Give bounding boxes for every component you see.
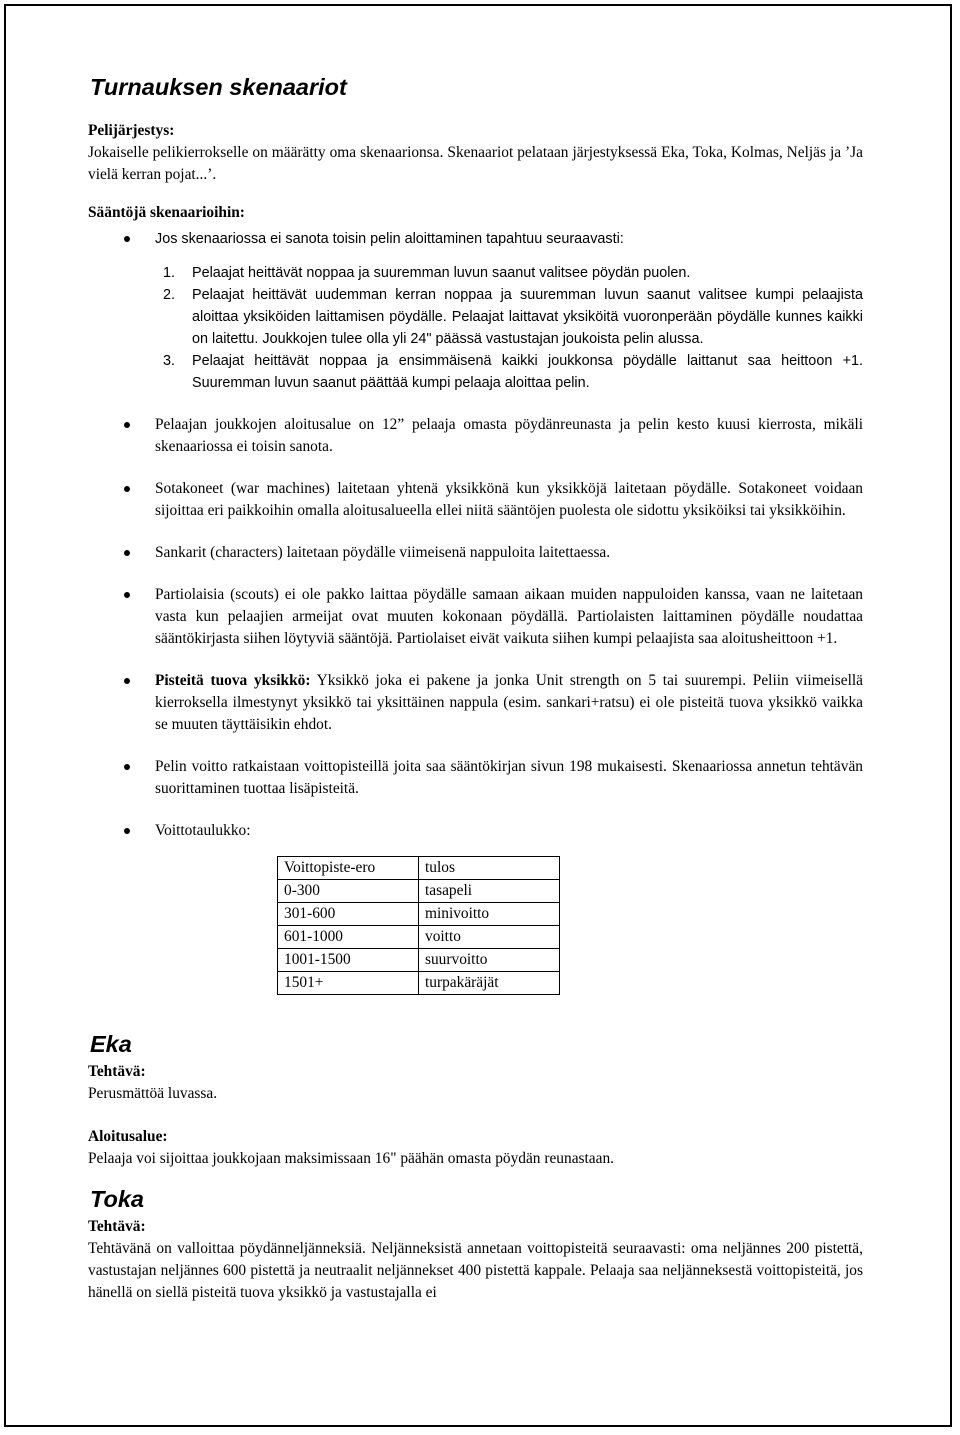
eka-deploy-text: Pelaaja voi sijoittaa joukkojaan maksimissaan 16" päähän omasta pöydän reunastaan. bbox=[88, 1150, 614, 1167]
play-order-section bbox=[88, 120, 863, 186]
step-number: 2. bbox=[163, 287, 176, 303]
rule-start-procedure bbox=[88, 228, 863, 250]
play-order-text: Jokaiselle pelikierrokselle on määrätty oma skenaarionsa. Skenaariot pelataan järjestyksessä Eka, Toka, Kolmas, Neljäs ja ’Ja vielä kerran pojat...’. bbox=[88, 144, 863, 183]
play-order-heading: Pelijärjestys: bbox=[88, 122, 175, 139]
victory-table-cell: turpakäräjät bbox=[419, 972, 560, 995]
victory-table-cell: 1001-1500 bbox=[278, 949, 419, 972]
bullet-icon bbox=[124, 592, 130, 598]
rules-bullets bbox=[88, 414, 863, 995]
victory-table-row bbox=[278, 903, 560, 926]
step-number: 1. bbox=[163, 265, 176, 281]
rule-characters bbox=[88, 542, 863, 564]
victory-table-row bbox=[278, 972, 560, 995]
victory-table-cell: 301-600 bbox=[278, 903, 419, 926]
rules-list bbox=[88, 228, 863, 250]
rule-victory-points bbox=[88, 756, 863, 800]
victory-table-header-row bbox=[278, 857, 560, 880]
victory-table bbox=[277, 856, 560, 995]
victory-table-row bbox=[278, 949, 560, 972]
victory-table-row bbox=[278, 880, 560, 903]
step-number: 3. bbox=[163, 353, 176, 369]
start-step bbox=[88, 284, 863, 350]
eka-title: Eka bbox=[90, 1031, 132, 1057]
document-page bbox=[88, 72, 863, 1304]
step-text: Pelaajat heittävät noppaa ja suuremman luvun saanut valitsee pöydän puolen. bbox=[192, 265, 691, 281]
toka-task-heading: Tehtävä: bbox=[88, 1218, 146, 1235]
step-text: Pelaajat heittävät uudemman kerran noppaa ja suuremman luvun saanut valitsee kumpi pelaajista aloittaa yksiköiden laittamisen pöydälle. Pelaajat laittavat yksiköitä vuoronperään pöydälle kunnes kaikki on laitettu. Joukkojen tulee olla yli 24" päässä vastustajan joukoista pelin alussa. bbox=[192, 287, 863, 347]
victory-table-cell: tulos bbox=[419, 857, 560, 880]
bullet-icon bbox=[124, 828, 130, 834]
victory-table-cell: voitto bbox=[419, 926, 560, 949]
bullet-icon bbox=[124, 236, 130, 242]
rule-text: Sotakoneet (war machines) laitetaan yhtenä yksikkönä kun yksikköjä laitetaan pöydälle. Sotakoneet voidaan sijoittaa eri paikkoihin omalla aloitusalueella ellei niitä sääntöjen puolesta ole sidottu yksiköiksi tai yksikköihin. bbox=[155, 480, 863, 519]
rule-scoring-unit bbox=[88, 670, 863, 736]
victory-table-cell: suurvoitto bbox=[419, 949, 560, 972]
start-step bbox=[88, 262, 863, 284]
rules-section bbox=[88, 202, 863, 995]
bullet-icon bbox=[124, 678, 130, 684]
start-steps-list bbox=[88, 262, 863, 394]
bullet-icon bbox=[124, 550, 130, 556]
bullet-icon bbox=[124, 422, 130, 428]
rule-text: Yksikkö joka ei pakene ja jonka Unit strength on 5 tai suurempi. Peliin viimeisellä kierroksella ilmestynyt yksikkö tai yksittäinen nappula (esim. sankari+ratsu) ei ole pisteitä tuova yksikkö vaikka se muuten täyttäisikin ehdot. bbox=[155, 672, 863, 733]
rule-victory-table bbox=[88, 820, 863, 995]
scoring-unit-label: Pisteitä tuova yksikkö: bbox=[155, 672, 311, 689]
bullet-icon bbox=[124, 486, 130, 492]
toka-section bbox=[88, 1184, 863, 1304]
victory-table-row bbox=[278, 926, 560, 949]
eka-task-heading: Tehtävä: bbox=[88, 1063, 146, 1080]
toka-task-text: Tehtävänä on valloittaa pöydänneljänneksiä. Neljänneksistä annetaan voittopisteitä seuraavasti: oma neljännes 200 pistettä, vastustajan neljännes 600 pistettä ja neutraalit neljännekset 400 pistettä kappale. Pelaaja saa neljänneksestä voittopisteitä, jos hänellä on siellä pisteitä tuova yksikkö ja vastustajalla ei bbox=[88, 1240, 863, 1301]
rule-scouts bbox=[88, 584, 863, 650]
victory-table-cell: tasapeli bbox=[419, 880, 560, 903]
rule-text: Partiolaisia (scouts) ei ole pakko laittaa pöydälle samaan aikaan muiden nappuloiden kanssa, vaan ne laitetaan vasta kun pelaajien armeijat ovat muuten kokonaan pöydällä. Partiolaisten laittaminen pöydälle noudattaa sääntökirjasta siihen löytyviä sääntöjä. Partiolaiset eivät vaikuta siihen kumpi pelaajista saa aloitusheittoon +1. bbox=[155, 586, 863, 647]
victory-table-cell: Voittopiste-ero bbox=[278, 857, 419, 880]
eka-task-text: Perusmättöä luvassa. bbox=[88, 1085, 218, 1102]
start-step bbox=[88, 350, 863, 394]
victory-table-cell: 601-1000 bbox=[278, 926, 419, 949]
victory-table-cell: minivoitto bbox=[419, 903, 560, 926]
victory-table-cell: 0-300 bbox=[278, 880, 419, 903]
bullet-icon bbox=[124, 764, 130, 770]
eka-section bbox=[88, 1029, 863, 1170]
rule-deployment-zone bbox=[88, 414, 863, 458]
toka-title: Toka bbox=[90, 1186, 144, 1212]
rule-text: Pelin voitto ratkaistaan voittopisteillä joita saa sääntökirjan sivun 198 mukaisesti. Skenaariossa annetun tehtävän suorittaminen tuottaa lisäpisteitä. bbox=[155, 758, 863, 797]
page-title: Turnauksen skenaariot bbox=[90, 74, 347, 100]
rule-text: Jos skenaariossa ei sanota toisin pelin aloittaminen tapahtuu seuraavasti: bbox=[155, 231, 624, 247]
rules-heading: Sääntöjä skenaarioihin: bbox=[88, 204, 245, 221]
rule-war-machines bbox=[88, 478, 863, 522]
victory-table-cell: 1501+ bbox=[278, 972, 419, 995]
rule-text: Sankarit (characters) laitetaan pöydälle viimeisenä nappuloita laitettaessa. bbox=[155, 544, 611, 561]
eka-deploy-heading: Aloitusalue: bbox=[88, 1128, 168, 1145]
victory-table-label: Voittotaulukko: bbox=[155, 822, 251, 839]
rule-text: Pelaajan joukkojen aloitusalue on 12” pelaaja omasta pöydänreunasta ja pelin kesto kuusi kierrosta, mikäli skenaariossa ei toisin sanota. bbox=[155, 416, 863, 455]
step-text: Pelaajat heittävät noppaa ja ensimmäisenä kaikki joukkonsa pöydälle laittanut saa heittoon +1. Suuremman luvun saanut päättää kumpi pelaaja aloittaa pelin. bbox=[192, 353, 863, 391]
